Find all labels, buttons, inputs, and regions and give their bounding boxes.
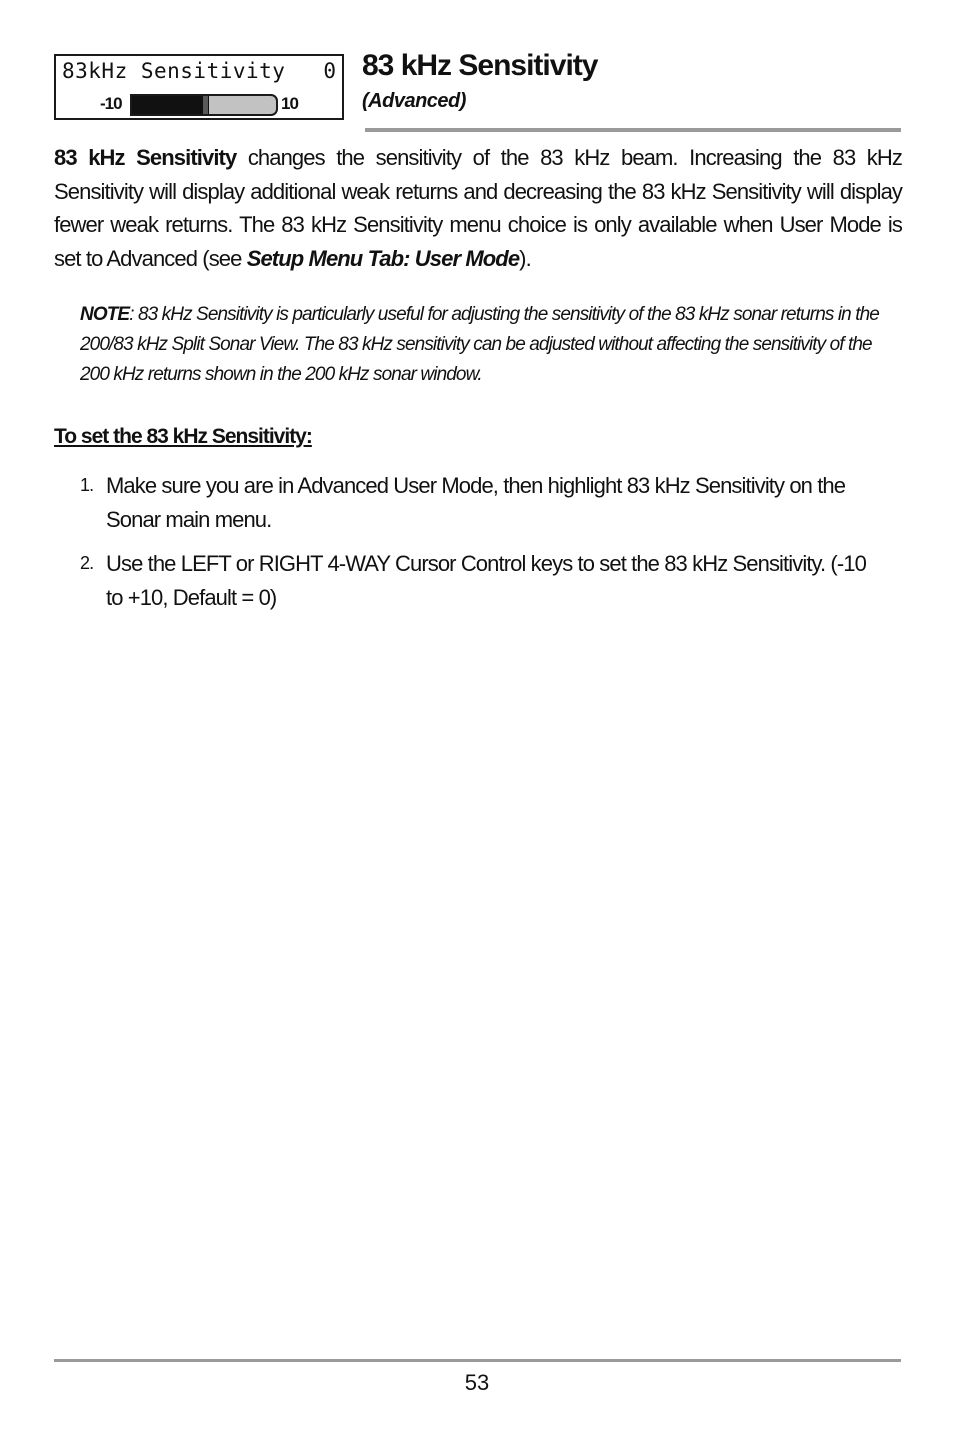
page-number: 53	[464, 1370, 490, 1395]
footer-divider	[54, 1359, 901, 1362]
section-subtitle: (Advanced)	[362, 90, 466, 112]
heading-divider	[365, 128, 901, 132]
widget-value: 0	[323, 59, 336, 83]
step-number: 2.	[80, 553, 94, 573]
intro-closing: ).	[519, 245, 531, 271]
widget-label: 83kHz Sensitivity	[62, 59, 286, 83]
section-heading	[362, 46, 597, 113]
step-item	[54, 547, 884, 614]
intro-reference: Setup Menu Tab: User Mode	[246, 245, 520, 271]
note-label: NOTE	[80, 304, 130, 325]
intro-text: changes the sensitivity of the 83 kHz beam. Increasing the 83 kHz Sensitivity will display additional weak returns and decreasing the 83 kHz Sensitivity will display fewer weak returns. The 83 kHz Sensitivity menu choice is only available when User Mode is set to Advanced (see	[54, 145, 902, 271]
note-paragraph	[80, 300, 890, 390]
step-item	[54, 469, 884, 536]
sensitivity-slider-thumb	[202, 94, 209, 116]
step-text: Use the LEFT or RIGHT 4-WAY Cursor Control keys to set the 83 kHz Sensitivity. (-10 to +10, Default = 0)	[106, 551, 866, 610]
widget-min-label: -10	[100, 94, 122, 113]
note-text: : 83 kHz Sensitivity is particularly useful for adjusting the sensitivity of the 83 kHz sonar returns in the 200/83 kHz Split Sonar View. The 83 kHz sensitivity can be adjusted without affecting the sensitivity of the 200 kHz returns shown in the 200 kHz sonar window.	[80, 304, 879, 385]
step-number: 1.	[80, 475, 94, 495]
step-text: Make sure you are in Advanced User Mode, then highlight 83 kHz Sensitivity on the Sonar main menu.	[106, 473, 846, 532]
intro-term: 83 kHz Sensitivity	[54, 145, 237, 170]
sensitivity-menu-widget	[54, 54, 344, 120]
widget-max-label: 10	[281, 94, 298, 113]
section-title: 83 kHz Sensitivity	[362, 49, 598, 82]
sensitivity-slider-fill	[132, 96, 204, 114]
steps-list	[54, 469, 884, 625]
sensitivity-slider-track	[130, 94, 278, 116]
intro-paragraph	[54, 141, 902, 275]
steps-heading: To set the 83 kHz Sensitivity:	[54, 425, 312, 448]
